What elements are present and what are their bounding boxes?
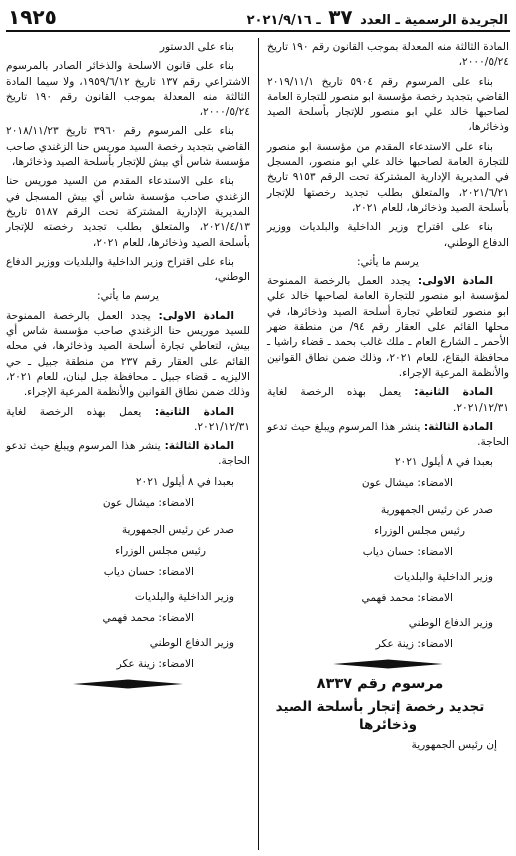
- paragraph: بناء على المرسوم رقم ٥٩٠٤ تاريخ ٢٠١٩/١١/١ القاضي بتجديد رخصة مؤسسة ابو منصور للتجارة العامة لصاحبها خالد علي ابو منصور للإتجار بأسلحة الصيد وذخائرها،: [267, 75, 509, 134]
- article-title: المادة الاولى:: [158, 309, 234, 322]
- issue-date: ـ ٢٠٢١/٩/١٦: [246, 13, 321, 28]
- signature-defense: الامضاء: زينة عكر: [375, 638, 453, 651]
- article-title: المادة الثالثة:: [423, 420, 494, 433]
- signature-office: صدر عن رئيس الجمهورية: [121, 523, 234, 536]
- article-title: المادة الاولى:: [417, 275, 493, 288]
- paragraph: بناء على الاستدعاء المقدم من السيد موريس حنا الزغندي صاحب مؤسسة شاس أي بيش المسجل في المديرية الإدارية المشتركة تحت الرقم ٥١٨٧ تاريخ ٢٠٢١/٤/١٣، والمتعلق بطلب تجديد رخصته للإتجار بأسلحة الصيد وذخائرها، للعام ٢٠٢١،: [6, 175, 250, 249]
- page-header: [8, 6, 508, 28]
- article-text: يجدد العمل بالرخصة الممنوحة للسيد موريس حنا الزغندي صاحب مؤسسة شاس أي بيش، لتعاطي تجارة أسلحة الصيد وذخائرها، في محله القائم على العقار رقم ٢٣٧ من منطقة جبيل ـ حي الاليزيه ـ قضاء جبيل ـ محافظة جبل لبنان، للعام ٢٠٢١، وذلك ضمن نطاق القوانين والأنظمة المرعية الإجراء.: [6, 309, 250, 399]
- header-divider: [6, 30, 510, 32]
- signature-office: صدر عن رئيس الجمهورية: [380, 504, 493, 517]
- decree-opening: إن رئيس الجمهورية: [411, 739, 497, 752]
- signature-president: الامضاء: ميشال عون: [102, 496, 194, 509]
- article-2: [6, 405, 250, 436]
- page-number: ١٩٢٥: [8, 5, 57, 29]
- paragraph: بناء على المرسوم رقم ٣٩٦٠ تاريخ ٢٠١٨/١١/٢٣ القاضي بتجديد رخصة السيد موريس حنا الزغندي صاحب مؤسسة شاس أي بيش للإتجار بأسلحة الصيد وذخائرها،: [6, 125, 250, 169]
- signature-office: رئيس مجلس الوزراء: [374, 525, 465, 538]
- decree-title: مرسوم رقم ٨٣٣٧: [316, 676, 444, 693]
- signature-office: وزير الداخلية والبلديات: [134, 590, 234, 603]
- paragraph: بناء على الدستور: [159, 41, 234, 53]
- paragraph: بناء على قانون الاسلحة والذخائر الصادر بالمرسوم الاشتراعي رقم ١٣٧ تاريخ ١٩٥٩/٦/١٢، ولا سيما المادة الثالثة منه المعدلة بموجب القانون رقم ١٩٠ تاريخ ٢٠٠٠/٥/٢٤،: [6, 60, 251, 119]
- paragraph: بناء على الاستدعاء المقدم من مؤسسة ابو منصور للتجارة العامة لصاحبها خالد علي ابو منصور، المسجل في المديرية الإدارية المشتركة تحت الرقم ٩١٥٣ تاريخ ٢٠٢١/٦/٢١، والمتعلق بطلب تجديد رخصتها للإتجار بأسلحة الصيد وذخائرها، للعام ٢٠٢١،: [267, 140, 509, 214]
- left-column: [6, 40, 250, 695]
- article-2: [267, 385, 509, 416]
- gazette-title: [247, 5, 508, 29]
- article-1: [6, 309, 250, 401]
- paragraph: بناء على اقتراح وزير الداخلية والبلديات ووزير الدفاع الوطني،: [6, 255, 250, 284]
- paragraph: بناء على اقتراح وزير الداخلية والبلديات ووزير الدفاع الوطني،: [267, 221, 509, 249]
- article-text: ينشر هذا المرسوم ويبلغ حيث تدعو الحاجة.: [6, 440, 250, 468]
- decrees-heading: يرسم ما يأتي:: [357, 255, 419, 268]
- signature-date: بعبدا في ٨ أيلول ٢٠٢١: [135, 475, 234, 488]
- signature-interior: الامضاء: محمد فهمي: [361, 592, 453, 605]
- divider-ornament: [333, 659, 443, 669]
- gazette-name: الجريدة الرسمية ـ العدد: [360, 13, 508, 28]
- article-3: [267, 420, 509, 451]
- signature-pm: الامضاء: حسان دياب: [103, 565, 194, 578]
- article-text: يعمل بهذه الرخصة لغاية ٢٠٢١/١٢/٣١.: [6, 405, 250, 433]
- article-title: المادة الثانية:: [414, 386, 493, 399]
- signature-office: وزير الدفاع الوطني: [149, 636, 234, 649]
- signature-office: رئيس مجلس الوزراء: [115, 544, 206, 557]
- signature-office: وزير الداخلية والبلديات: [393, 571, 493, 584]
- signature-office: وزير الدفاع الوطني: [408, 617, 493, 630]
- signature-pm: الامضاء: حسان دياب: [362, 546, 453, 559]
- signature-date: بعبدا في ٨ أيلول ٢٠٢١: [394, 456, 493, 469]
- paragraph: المادة الثالثة منه المعدلة بموجب القانون رقم ١٩٠ تاريخ ٢٠٠٠/٥/٢٤،: [267, 41, 509, 69]
- column-divider: [258, 38, 259, 850]
- decree-subtitle: تجديد رخصة إتجار بأسلحة الصيد وذخائرها: [275, 699, 485, 734]
- right-column: [267, 40, 509, 758]
- article-text: يجدد العمل بالرخصة الممنوحة لمؤسسة ابو منصور للتجارة العامة لصاحبها خالد علي ابو منصور لتعاطي تجارة أسلحة الصيد وذخائرها، في محلها القائم على العقار رقم ٩٤/ من منطقة ضهر الأحمر ـ الشارع العام ـ ملك غالب بحمد ـ قضاء راشيا ـ محافظة البقاع، للعام ٢٠٢١، وذلك ضمن نطاق القوانين والأنظمة المرعية الإجراء.: [267, 275, 509, 379]
- article-title: المادة الثالثة:: [164, 440, 234, 453]
- decrees-heading: يرسم ما يأتي:: [97, 290, 159, 303]
- article-text: ينشر هذا المرسوم ويبلغ حيث تدعو الحاجة.: [267, 420, 509, 449]
- divider-ornament: [73, 679, 183, 689]
- article-3: [6, 439, 250, 470]
- article-text: يعمل بهذه الرخصة لغاية ٢٠٢١/١٢/٣١.: [267, 386, 509, 414]
- signature-interior: الامضاء: محمد فهمي: [102, 611, 194, 624]
- signature-defense: الامضاء: زينة عكر: [116, 657, 194, 670]
- issue-number: ٣٧: [328, 5, 353, 29]
- signature-president: الامضاء: ميشال عون: [361, 477, 453, 490]
- article-1: [267, 274, 509, 381]
- article-title: المادة الثانية:: [154, 405, 234, 418]
